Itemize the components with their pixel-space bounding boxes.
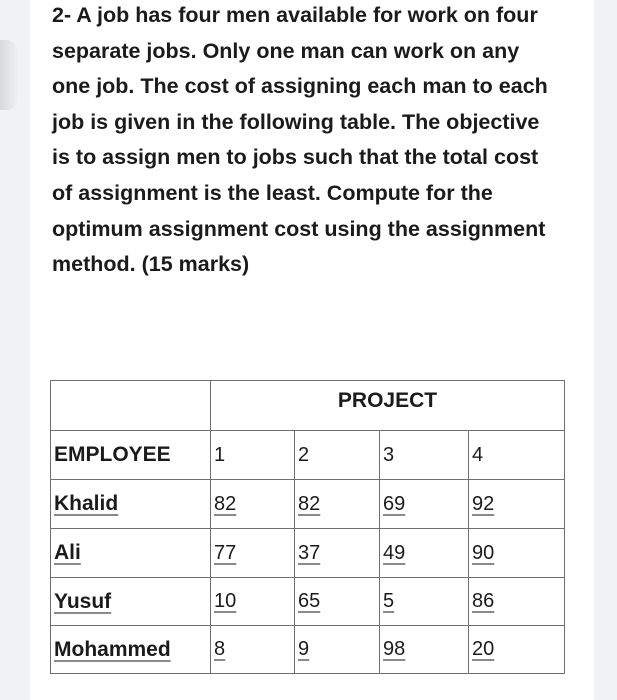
project-number: 3 [380,431,469,480]
page-edge-shadow [0,40,18,110]
employee-name: Khalid [51,480,211,529]
project-number: 2 [295,431,380,480]
table-row [51,578,565,626]
cost-cell: 5 [380,578,469,626]
employee-header: EMPLOYEE [51,431,211,480]
cost-cell: 82 [211,480,295,529]
table-subheader-row [51,431,565,480]
table-row [51,480,565,529]
employee-name: Ali [51,529,211,578]
question-text: 2- A job has four men available for work on four separate jobs. Only one man can work on any one job. The cost of assigning each man to each job is given in the following table. The objective is to assign men to jobs such that the total cost of assignment is the least. Compute for the optimum assignment cost using the assignment method. (15 marks) [52,3,548,277]
cost-cell: 82 [295,480,380,529]
table-row [51,626,565,674]
cost-cell: 10 [211,578,295,626]
cost-cell: 92 [469,480,565,529]
cost-cell: 90 [469,529,565,578]
project-header: PROJECT [211,381,565,431]
cost-cell: 86 [469,578,565,626]
project-number: 1 [211,431,295,480]
assignment-cost-table [50,380,565,674]
cost-cell: 20 [469,626,565,674]
cost-cell: 8 [211,626,295,674]
cost-cell: 9 [295,626,380,674]
cost-cell: 49 [380,529,469,578]
project-number: 4 [469,431,565,480]
cost-cell: 69 [380,480,469,529]
cost-cell: 98 [380,626,469,674]
cost-cell: 65 [295,578,380,626]
empty-corner-cell [51,381,211,431]
table-row [51,529,565,578]
table-header-row [51,381,565,431]
employee-name: Mohammed [51,626,211,674]
employee-name: Yusuf [51,578,211,626]
cost-cell: 77 [211,529,295,578]
cost-cell: 37 [295,529,380,578]
